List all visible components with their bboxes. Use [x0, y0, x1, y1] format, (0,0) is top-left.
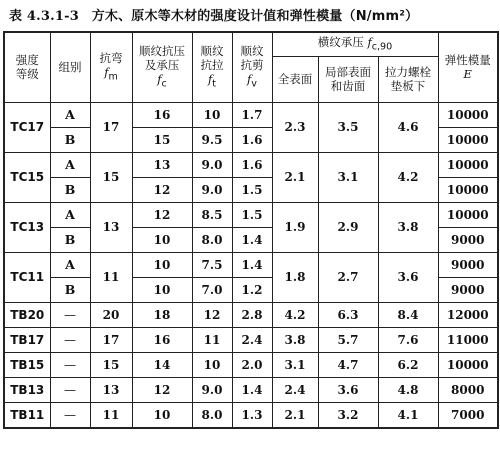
cell-group: B	[50, 177, 90, 202]
cell-full: 1.9	[272, 202, 318, 252]
cell-group: —	[50, 402, 90, 428]
cell-bolt: 4.6	[378, 102, 438, 152]
cell-local: 5.7	[318, 327, 378, 352]
cell-shear: 1.4	[232, 377, 272, 402]
cell-bolt: 6.2	[378, 352, 438, 377]
cell-grade: TC17	[4, 102, 50, 152]
header-shear-symbol: $f_v$	[247, 71, 257, 89]
cell-local: 4.7	[318, 352, 378, 377]
cell-bolt: 4.8	[378, 377, 438, 402]
cell-shear: 2.4	[232, 327, 272, 352]
header-full-surface: 全表面	[272, 56, 318, 102]
header-transverse: 横纹承压 $f_{c,90}$	[272, 32, 438, 56]
cell-group: B	[50, 127, 90, 152]
cell-group: A	[50, 152, 90, 177]
cell-modulus: 9000	[438, 227, 498, 252]
table-row	[4, 102, 498, 127]
cell-tension: 8.0	[192, 227, 232, 252]
header-bending-line1: 抗弯	[99, 50, 123, 65]
cell-group: B	[50, 227, 90, 252]
cell-modulus: 10000	[438, 102, 498, 127]
header-bending-symbol: $f_m$	[104, 64, 118, 82]
cell-full: 2.1	[272, 402, 318, 428]
cell-modulus: 10000	[438, 352, 498, 377]
table-row	[4, 202, 498, 227]
cell-compression: 13	[132, 152, 192, 177]
cell-tension: 9.5	[192, 127, 232, 152]
table-title: 方木、原木等木材的强度设计值和弹性模量（N/mm²）	[91, 9, 419, 24]
cell-bending: 15	[90, 152, 132, 202]
cell-grade: TB15	[4, 352, 50, 377]
header-shear	[232, 32, 272, 102]
table-number: 表 4.3.1-3	[9, 9, 79, 24]
cell-bending: 20	[90, 302, 132, 327]
cell-modulus: 10000	[438, 152, 498, 177]
cell-modulus: 10000	[438, 202, 498, 227]
cell-shear: 1.2	[232, 277, 272, 302]
cell-shear: 1.3	[232, 402, 272, 428]
cell-bending: 15	[90, 352, 132, 377]
cell-shear: 2.8	[232, 302, 272, 327]
header-tension	[192, 32, 232, 102]
table-row	[4, 302, 498, 327]
cell-bolt: 8.4	[378, 302, 438, 327]
cell-bending: 17	[90, 102, 132, 152]
cell-bolt: 4.2	[378, 152, 438, 202]
cell-bolt: 4.1	[378, 402, 438, 428]
header-shear-line1: 顺纹	[240, 43, 264, 58]
table-row	[4, 402, 498, 428]
cell-local: 2.9	[318, 202, 378, 252]
header-grade-line1: 强度	[15, 53, 39, 68]
cell-shear: 1.7	[232, 102, 272, 127]
cell-bolt: 3.8	[378, 202, 438, 252]
cell-tension: 8.5	[192, 202, 232, 227]
cell-tension: 9.0	[192, 177, 232, 202]
cell-grade: TB17	[4, 327, 50, 352]
cell-shear: 1.4	[232, 252, 272, 277]
table-row	[4, 152, 498, 177]
cell-local: 3.5	[318, 102, 378, 152]
cell-bending: 13	[90, 377, 132, 402]
cell-compression: 10	[132, 277, 192, 302]
header-local-surface: 局部表面 和齿面	[318, 56, 378, 102]
cell-modulus: 10000	[438, 127, 498, 152]
cell-grade: TC11	[4, 252, 50, 302]
header-tension-symbol: $f_t$	[207, 71, 217, 89]
header-compression-line2: 及承压	[144, 57, 180, 72]
cell-local: 2.7	[318, 252, 378, 302]
cell-shear: 1.6	[232, 152, 272, 177]
cell-modulus: 11000	[438, 327, 498, 352]
cell-grade: TC13	[4, 202, 50, 252]
cell-compression: 12	[132, 202, 192, 227]
cell-group: —	[50, 352, 90, 377]
header-shear-line2: 抗剪	[240, 57, 264, 72]
cell-modulus: 9000	[438, 252, 498, 277]
cell-tension: 7.5	[192, 252, 232, 277]
cell-group: A	[50, 252, 90, 277]
cell-modulus: 12000	[438, 302, 498, 327]
header-grade	[4, 32, 50, 102]
cell-compress: 18	[132, 302, 192, 327]
cell-tension: 8.0	[192, 402, 232, 428]
cell-full: 2.4	[272, 377, 318, 402]
cell-local: 3.6	[318, 377, 378, 402]
cell-compression: 10	[132, 227, 192, 252]
cell-tension: 11	[192, 327, 232, 352]
cell-bolt: 3.6	[378, 252, 438, 302]
cell-full: 1.8	[272, 252, 318, 302]
cell-shear: 1.6	[232, 127, 272, 152]
cell-bolt: 7.6	[378, 327, 438, 352]
cell-group: A	[50, 202, 90, 227]
cell-grade: TB20	[4, 302, 50, 327]
header-compression-line1: 顺纹抗压	[139, 43, 185, 58]
table-body	[4, 102, 498, 428]
cell-full: 3.1	[272, 352, 318, 377]
cell-full: 3.8	[272, 327, 318, 352]
cell-group: —	[50, 377, 90, 402]
cell-compression: 12	[132, 177, 192, 202]
cell-compress: 10	[132, 402, 192, 428]
cell-group: A	[50, 102, 90, 127]
table-row	[4, 327, 498, 352]
cell-group: —	[50, 302, 90, 327]
cell-modulus: 9000	[438, 277, 498, 302]
cell-shear: 2.0	[232, 352, 272, 377]
cell-bending: 11	[90, 402, 132, 428]
cell-local: 6.3	[318, 302, 378, 327]
cell-full: 2.1	[272, 152, 318, 202]
table-row	[4, 252, 498, 277]
table-row	[4, 377, 498, 402]
cell-compression: 15	[132, 127, 192, 152]
header-tension-line2: 抗拉	[200, 57, 224, 72]
cell-tension: 9.0	[192, 152, 232, 177]
header-tension-line1: 顺纹	[200, 43, 224, 58]
strength-table	[3, 31, 499, 429]
header-group: 组别	[50, 32, 90, 102]
table-caption	[3, 6, 497, 28]
cell-tension: 9.0	[192, 377, 232, 402]
cell-modulus: 7000	[438, 402, 498, 428]
cell-group: —	[50, 327, 90, 352]
cell-shear: 1.5	[232, 177, 272, 202]
cell-compression: 10	[132, 252, 192, 277]
cell-tension: 10	[192, 102, 232, 127]
header-grade-line2: 等级	[15, 67, 39, 82]
cell-group: B	[50, 277, 90, 302]
cell-grade: TC15	[4, 152, 50, 202]
cell-tension: 7.0	[192, 277, 232, 302]
cell-local: 3.2	[318, 402, 378, 428]
cell-modulus: 8000	[438, 377, 498, 402]
cell-bending: 17	[90, 327, 132, 352]
cell-compress: 12	[132, 377, 192, 402]
cell-bending: 13	[90, 202, 132, 252]
cell-tension: 12	[192, 302, 232, 327]
table-row	[4, 352, 498, 377]
cell-compression: 16	[132, 102, 192, 127]
header-modulus-symbol: E	[463, 67, 472, 82]
cell-bending: 11	[90, 252, 132, 302]
cell-grade: TB11	[4, 402, 50, 428]
table-header	[4, 32, 498, 102]
header-bending	[90, 32, 132, 102]
header-compression	[132, 32, 192, 102]
header-bolt-plate: 拉力螺栓 垫板下	[378, 56, 438, 102]
cell-compress: 14	[132, 352, 192, 377]
cell-shear: 1.4	[232, 227, 272, 252]
header-modulus	[438, 32, 498, 102]
cell-grade: TB13	[4, 377, 50, 402]
cell-local: 3.1	[318, 152, 378, 202]
header-modulus-line1: 弹性模量	[444, 53, 491, 68]
header-compression-symbol: $f_c$	[157, 71, 167, 89]
cell-full: 2.3	[272, 102, 318, 152]
cell-full: 4.2	[272, 302, 318, 327]
cell-modulus: 10000	[438, 177, 498, 202]
cell-shear: 1.5	[232, 202, 272, 227]
cell-compress: 16	[132, 327, 192, 352]
cell-tension: 10	[192, 352, 232, 377]
